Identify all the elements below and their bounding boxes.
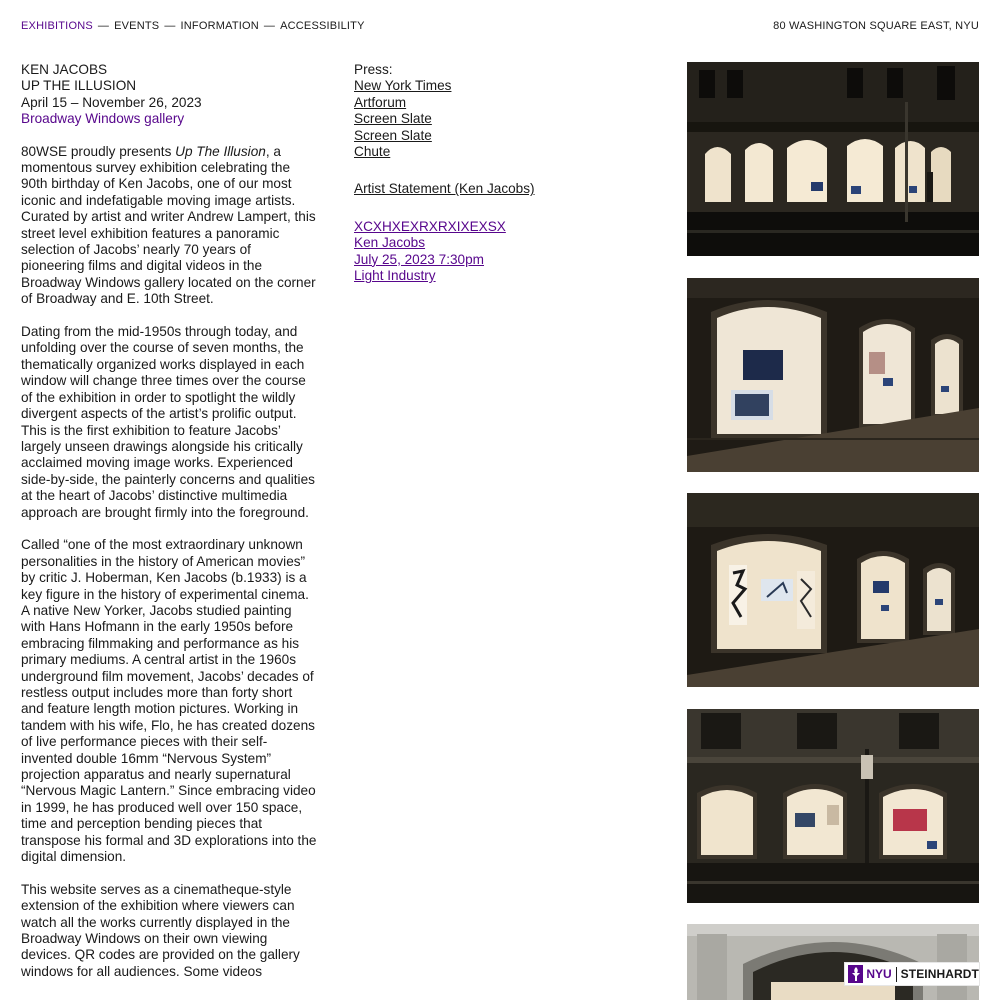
exhibition-dates: April 15 – November 26, 2023	[21, 94, 202, 110]
gallery-window-closeup-icon	[687, 278, 979, 472]
press-link-artforum[interactable]: Artforum	[354, 94, 407, 110]
event-venue-link[interactable]: Light Industry	[354, 268, 436, 284]
exhibition-title: UP THE ILLUSION	[21, 78, 137, 94]
gallery-night-corner-photo[interactable]	[687, 62, 979, 256]
links-column	[354, 62, 654, 284]
press-link-chute[interactable]: Chute	[354, 144, 391, 160]
intro-text-end: , a momentous survey exhibition celebrating the 90th birthday of Ken Jacobs, one of our most iconic and indefatigable moving image artists. Curated by artist and writer Andrew Lampert, this street level exhibition features a panoramic selection of Jacobs’ nearly 70 years of pioneering films and digital videos in the Broadway Windows gallery located on the corner of Broadway and E. 10th Street.	[21, 143, 316, 307]
intro-exhibition-title: Up The Illusion	[175, 143, 266, 159]
photo-column	[687, 62, 979, 1000]
steinhardt-logo-text: STEINHARDT	[900, 967, 979, 981]
artist-statement-link[interactable]: Artist Statement (Ken Jacobs)	[354, 181, 535, 197]
artist-name: KEN JACOBS	[21, 62, 108, 77]
gallery-link[interactable]: Broadway Windows gallery	[21, 111, 185, 127]
nav-separator: —	[263, 20, 276, 32]
artist-statement-block	[354, 181, 654, 197]
gallery-entrance-icon	[687, 924, 979, 1000]
nav-events[interactable]: EVENTS	[114, 20, 160, 32]
intro-text-start: 80WSE proudly presents	[21, 143, 176, 159]
gallery-window-drawings-icon	[687, 493, 979, 687]
event-title-link[interactable]: XCXHXEXRXRXIXEXSX	[354, 218, 506, 234]
nav-exhibitions[interactable]: EXHIBITIONS	[21, 20, 93, 32]
event-datetime-link[interactable]: July 25, 2023 7:30pm	[354, 251, 484, 267]
gallery-window-closeup-photo[interactable]	[687, 278, 979, 472]
press-link-nyt[interactable]: New York Times	[354, 78, 452, 94]
gallery-facade-photo[interactable]	[687, 709, 979, 903]
event-block	[354, 219, 654, 285]
top-nav	[21, 20, 365, 32]
intro-paragraph	[21, 144, 317, 308]
gallery-facade-icon	[687, 709, 979, 903]
nyu-torch-icon	[848, 965, 863, 983]
nav-accessibility[interactable]: ACCESSIBILITY	[280, 20, 365, 32]
nav-information[interactable]: INFORMATION	[180, 20, 259, 32]
body-paragraph-3: Called “one of the most extraordinary unknown personalities in the history of American movies” by critic J. Hoberman, Ken Jacobs (b.1933) is a key figure in the history of experimental cinema. A native New Yorker, Jacobs studied painting with Hans Hofmann in the early 1950s before embracing filmmaking and performance as his primary mediums. A central artist in the 1960s underground film movement, Jacobs’ decades of restless output includes more than forty short and feature length motion pictures. Working in tandem with his wife, Flo, he has created dozens of live performance pieces with their self-invented double 16mm “Nervous System” projection apparatus and nearly supernatural “Nervous Magic Lantern.” Since embracing video in 1999, he has produced well over 150 space, time and perception bending pieces that transpose his formal and 3D explorations into the digital dimension.	[21, 537, 317, 865]
gallery-window-drawings-photo[interactable]	[687, 493, 979, 687]
venue-address: 80 WASHINGTON SQUARE EAST, NYU	[773, 20, 979, 32]
nyu-logo-text: NYU	[866, 967, 892, 981]
nav-separator: —	[164, 20, 176, 32]
nav-separator: —	[97, 20, 110, 32]
gallery-entrance-photo[interactable]	[687, 924, 979, 1000]
event-artist-link[interactable]: Ken Jacobs	[354, 235, 426, 251]
press-label: Press:	[354, 62, 393, 77]
torch-glyph	[851, 967, 861, 981]
body-paragraph-2: Dating from the mid-1950s through today, and unfolding over the course of seven months, the thematically organized works displayed in each window will change three times over the course of the exhibition in order to spotlight the wildly divergent aspects of the artist’s prolific output. This is the first exhibition to feature Jacobs’ largely unseen drawings alongside his critically acclaimed moving image works. Experienced side-by-side, the painterly concerns and qualities at the heart of Jacobs’ distinctive multimedia approach are brought firmly into the foreground.	[21, 324, 315, 520]
body-paragraph-4: This website serves as a cinematheque-style extension of the exhibition where viewers can watch all the works currently displayed in the Broadway Windows on their own viewing devices. QR codes are provided on the gallery windows for all audiences. Some videos	[21, 881, 300, 979]
nyu-steinhardt-logo[interactable]	[845, 963, 979, 985]
exhibition-description	[21, 62, 317, 980]
press-link-screen-slate-1[interactable]: Screen Slate	[354, 111, 432, 127]
press-link-screen-slate-2[interactable]: Screen Slate	[354, 127, 432, 143]
logo-divider	[896, 967, 897, 982]
gallery-night-corner-icon	[687, 62, 979, 256]
